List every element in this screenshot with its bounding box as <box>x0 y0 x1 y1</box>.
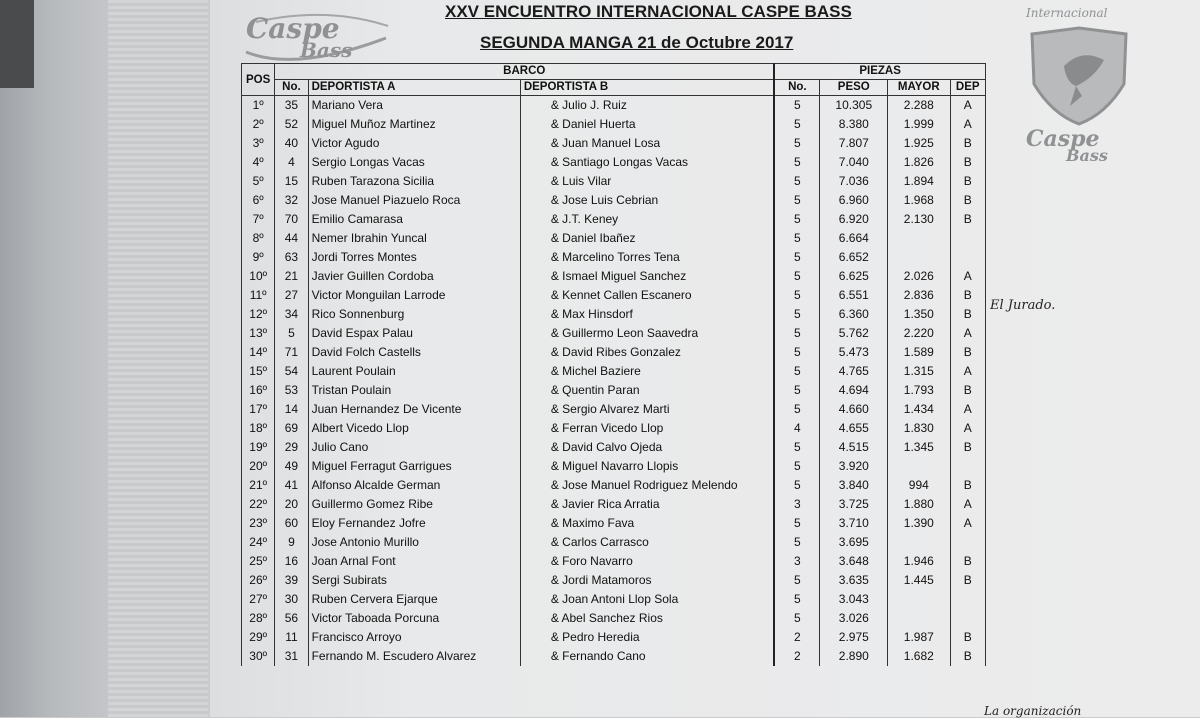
cell-piezas-no: 3 <box>774 495 820 514</box>
cell-peso: 2.975 <box>820 628 888 647</box>
cell-mayor: 1.345 <box>888 438 950 457</box>
cell-deportista-b: & Joan Antoni Llop Sola <box>520 590 774 609</box>
cell-boat-no: 27 <box>275 286 308 305</box>
cell-deportista-b: & Jose Luis Cebrian <box>520 191 774 210</box>
cell-pos: 6º <box>242 191 275 210</box>
cell-boat-no: 54 <box>275 362 308 381</box>
cell-deportista-a: Albert Vicedo Llop <box>308 419 520 438</box>
cell-peso: 5.473 <box>820 343 888 362</box>
cell-pos: 18º <box>242 419 275 438</box>
table-row <box>242 438 986 457</box>
cell-piezas-no: 5 <box>774 362 820 381</box>
page-title: XXV ENCUENTRO INTERNACIONAL CASPE BASS <box>445 2 852 21</box>
cell-dep <box>950 457 985 476</box>
cell-peso: 4.515 <box>820 438 888 457</box>
cell-deportista-b: & David Ribes Gonzalez <box>520 343 774 362</box>
cell-peso: 6.664 <box>820 229 888 248</box>
cell-deportista-a: Tristan Poulain <box>308 381 520 400</box>
cell-piezas-no: 5 <box>774 96 820 116</box>
cell-peso: 6.551 <box>820 286 888 305</box>
cell-piezas-no: 3 <box>774 552 820 571</box>
cell-peso: 6.360 <box>820 305 888 324</box>
cell-deportista-a: Victor Agudo <box>308 134 520 153</box>
cell-deportista-b: & Abel Sanchez Rios <box>520 609 774 628</box>
cell-boat-no: 60 <box>275 514 308 533</box>
cell-deportista-b: & David Calvo Ojeda <box>520 438 774 457</box>
cell-pos: 2º <box>242 115 275 134</box>
cell-peso: 8.380 <box>820 115 888 134</box>
cell-piezas-no: 5 <box>774 438 820 457</box>
table-row <box>242 286 986 305</box>
cell-boat-no: 56 <box>275 609 308 628</box>
cell-dep: B <box>950 571 985 590</box>
cell-piezas-no: 2 <box>774 628 820 647</box>
table-row <box>242 609 986 628</box>
cell-dep <box>950 229 985 248</box>
cell-peso: 3.725 <box>820 495 888 514</box>
cell-dep: B <box>950 134 985 153</box>
cell-deportista-a: Guillermo Gomez Ribe <box>308 495 520 514</box>
cell-deportista-a: Victor Taboada Porcuna <box>308 609 520 628</box>
cell-deportista-a: Javier Guillen Cordoba <box>308 267 520 286</box>
cell-boat-no: 49 <box>275 457 308 476</box>
table-row <box>242 457 986 476</box>
cell-dep <box>950 609 985 628</box>
cell-dep <box>950 533 985 552</box>
table-row <box>242 381 986 400</box>
cell-deportista-b: & Santiago Longas Vacas <box>520 153 774 172</box>
cell-peso: 5.762 <box>820 324 888 343</box>
cell-deportista-b: & Jose Manuel Rodriguez Melendo <box>520 476 774 495</box>
table-row <box>242 476 986 495</box>
tape-strip <box>108 0 208 717</box>
cell-deportista-b: & Fernando Cano <box>520 647 774 666</box>
cell-deportista-b: & Ismael Miguel Sanchez <box>520 267 774 286</box>
table-row <box>242 514 986 533</box>
cell-mayor: 1.682 <box>888 647 950 666</box>
cell-pos: 14º <box>242 343 275 362</box>
cell-deportista-a: Francisco Arroyo <box>308 628 520 647</box>
cell-dep: B <box>950 476 985 495</box>
cell-dep: A <box>950 362 985 381</box>
cell-pos: 29º <box>242 628 275 647</box>
cell-deportista-b: & Kennet Callen Escanero <box>520 286 774 305</box>
table-row <box>242 362 986 381</box>
group-header-barco: BARCO <box>275 64 774 80</box>
cell-mayor: 1.830 <box>888 419 950 438</box>
cell-dep: A <box>950 115 985 134</box>
cell-deportista-b: & Guillermo Leon Saavedra <box>520 324 774 343</box>
cell-piezas-no: 5 <box>774 153 820 172</box>
cell-peso: 4.765 <box>820 362 888 381</box>
cell-deportista-b: & Jordi Matamoros <box>520 571 774 590</box>
cell-dep: A <box>950 495 985 514</box>
cell-deportista-b: & Daniel Huerta <box>520 115 774 134</box>
cell-boat-no: 69 <box>275 419 308 438</box>
col-header-mayor: MAYOR <box>888 80 950 96</box>
cell-boat-no: 34 <box>275 305 308 324</box>
cell-peso: 2.890 <box>820 647 888 666</box>
cell-boat-no: 4 <box>275 153 308 172</box>
cell-piezas-no: 5 <box>774 248 820 267</box>
cell-peso: 3.920 <box>820 457 888 476</box>
cell-deportista-b: & Juan Manuel Losa <box>520 134 774 153</box>
cell-pos: 20º <box>242 457 275 476</box>
table-row <box>242 134 986 153</box>
cell-pos: 27º <box>242 590 275 609</box>
cell-mayor: 2.220 <box>888 324 950 343</box>
cell-deportista-b: & Daniel Ibañez <box>520 229 774 248</box>
cell-piezas-no: 5 <box>774 191 820 210</box>
results-body <box>242 96 986 667</box>
cell-pos: 25º <box>242 552 275 571</box>
cell-peso: 7.036 <box>820 172 888 191</box>
cell-mayor: 1.946 <box>888 552 950 571</box>
table-row <box>242 267 986 286</box>
cell-pos: 19º <box>242 438 275 457</box>
cell-peso: 6.652 <box>820 248 888 267</box>
cell-deportista-a: Jordi Torres Montes <box>308 248 520 267</box>
table-row <box>242 115 986 134</box>
cell-boat-no: 20 <box>275 495 308 514</box>
cell-peso: 3.840 <box>820 476 888 495</box>
table-row <box>242 628 986 647</box>
cell-piezas-no: 5 <box>774 210 820 229</box>
table-row <box>242 400 986 419</box>
cell-boat-no: 16 <box>275 552 308 571</box>
cell-pos: 3º <box>242 134 275 153</box>
cell-piezas-no: 5 <box>774 381 820 400</box>
cell-deportista-b: & Michel Baziere <box>520 362 774 381</box>
table-row <box>242 191 986 210</box>
cell-deportista-a: Jose Antonio Murillo <box>308 533 520 552</box>
table-row <box>242 590 986 609</box>
cell-boat-no: 71 <box>275 343 308 362</box>
cell-mayor <box>888 229 950 248</box>
logo-right-top-text: Internacional <box>1026 6 1108 20</box>
table-row <box>242 305 986 324</box>
cell-mayor: 1.589 <box>888 343 950 362</box>
cell-piezas-no: 5 <box>774 267 820 286</box>
cell-mayor: 1.826 <box>888 153 950 172</box>
cell-dep: B <box>950 305 985 324</box>
cell-dep <box>950 248 985 267</box>
cell-mayor: 2.026 <box>888 267 950 286</box>
cell-pos: 1º <box>242 96 275 116</box>
cell-deportista-a: Emilio Camarasa <box>308 210 520 229</box>
cell-deportista-b: & Luis Vilar <box>520 172 774 191</box>
cell-mayor: 2.130 <box>888 210 950 229</box>
cell-mayor: 1.925 <box>888 134 950 153</box>
cell-piezas-no: 5 <box>774 609 820 628</box>
cell-mayor: 1.880 <box>888 495 950 514</box>
col-header-dep: DEP <box>950 80 985 96</box>
cell-pos: 4º <box>242 153 275 172</box>
table-row <box>242 172 986 191</box>
cell-dep: A <box>950 267 985 286</box>
cell-peso: 4.660 <box>820 400 888 419</box>
cell-pos: 16º <box>242 381 275 400</box>
cell-piezas-no: 5 <box>774 400 820 419</box>
cell-boat-no: 5 <box>275 324 308 343</box>
col-header-peso: PESO <box>820 80 888 96</box>
cell-pos: 11º <box>242 286 275 305</box>
cell-piezas-no: 5 <box>774 514 820 533</box>
cell-deportista-b: & Maximo Fava <box>520 514 774 533</box>
cell-deportista-a: Fernando M. Escudero Alvarez <box>308 647 520 666</box>
cell-piezas-no: 5 <box>774 457 820 476</box>
cell-boat-no: 35 <box>275 96 308 116</box>
cell-piezas-no: 5 <box>774 571 820 590</box>
cell-deportista-a: Juan Hernandez De Vicente <box>308 400 520 419</box>
table-row <box>242 96 986 116</box>
table-row <box>242 495 986 514</box>
col-header-pos: POS <box>242 64 275 96</box>
cell-dep: A <box>950 514 985 533</box>
cell-dep: B <box>950 647 985 666</box>
cell-dep: B <box>950 438 985 457</box>
cell-peso: 7.807 <box>820 134 888 153</box>
cell-peso: 7.040 <box>820 153 888 172</box>
table-header-group-row <box>242 64 986 80</box>
cell-dep: B <box>950 153 985 172</box>
cell-deportista-b: & Carlos Carrasco <box>520 533 774 552</box>
cell-deportista-b: & Julio J. Ruiz <box>520 96 774 116</box>
col-header-deportista-a: DEPORTISTA A <box>308 80 520 96</box>
cell-pos: 28º <box>242 609 275 628</box>
cell-piezas-no: 5 <box>774 172 820 191</box>
cell-boat-no: 39 <box>275 571 308 590</box>
cell-dep: B <box>950 381 985 400</box>
cell-peso: 6.920 <box>820 210 888 229</box>
cell-pos: 8º <box>242 229 275 248</box>
table-row <box>242 343 986 362</box>
table-row <box>242 229 986 248</box>
cell-piezas-no: 5 <box>774 533 820 552</box>
cell-mayor: 2.836 <box>888 286 950 305</box>
cell-dep: B <box>950 286 985 305</box>
cell-piezas-no: 5 <box>774 134 820 153</box>
cell-mayor <box>888 533 950 552</box>
cell-boat-no: 52 <box>275 115 308 134</box>
cell-piezas-no: 5 <box>774 324 820 343</box>
cell-deportista-a: Rico Sonnenburg <box>308 305 520 324</box>
cell-mayor <box>888 590 950 609</box>
cell-boat-no: 40 <box>275 134 308 153</box>
cell-pos: 24º <box>242 533 275 552</box>
group-header-piezas: PIEZAS <box>774 64 985 80</box>
cell-mayor <box>888 457 950 476</box>
cell-peso: 6.960 <box>820 191 888 210</box>
cell-piezas-no: 5 <box>774 229 820 248</box>
cell-deportista-b: & Ferran Vicedo Llop <box>520 419 774 438</box>
cell-mayor: 1.999 <box>888 115 950 134</box>
cell-peso: 3.635 <box>820 571 888 590</box>
cell-boat-no: 21 <box>275 267 308 286</box>
cell-piezas-no: 5 <box>774 590 820 609</box>
cell-pos: 30º <box>242 647 275 666</box>
cell-deportista-a: Ruben Tarazona Sicilia <box>308 172 520 191</box>
cell-peso: 3.026 <box>820 609 888 628</box>
cell-piezas-no: 5 <box>774 305 820 324</box>
cell-peso: 3.695 <box>820 533 888 552</box>
cell-pos: 22º <box>242 495 275 514</box>
cell-deportista-a: Eloy Fernandez Jofre <box>308 514 520 533</box>
cell-boat-no: 63 <box>275 248 308 267</box>
results-table <box>241 63 986 666</box>
col-header-deportista-b: DEPORTISTA B <box>520 80 774 96</box>
table-row <box>242 153 986 172</box>
cell-deportista-b: & Sergio Alvarez Marti <box>520 400 774 419</box>
cell-mayor <box>888 248 950 267</box>
cell-dep: B <box>950 343 985 362</box>
cell-deportista-b: & Pedro Heredia <box>520 628 774 647</box>
cell-dep <box>950 590 985 609</box>
cell-deportista-a: Mariano Vera <box>308 96 520 116</box>
cell-deportista-a: Sergi Subirats <box>308 571 520 590</box>
table-row <box>242 647 986 666</box>
cell-mayor: 1.390 <box>888 514 950 533</box>
cell-deportista-b: & Quentin Paran <box>520 381 774 400</box>
cell-boat-no: 29 <box>275 438 308 457</box>
cell-peso: 3.043 <box>820 590 888 609</box>
cell-peso: 6.625 <box>820 267 888 286</box>
cell-dep: B <box>950 210 985 229</box>
cell-piezas-no: 5 <box>774 286 820 305</box>
cell-deportista-b: & Max Hinsdorf <box>520 305 774 324</box>
cell-deportista-b: & J.T. Keney <box>520 210 774 229</box>
table-row <box>242 324 986 343</box>
logo-right-word1: Caspe <box>1026 126 1100 152</box>
cell-boat-no: 30 <box>275 590 308 609</box>
cell-deportista-a: Julio Cano <box>308 438 520 457</box>
col-header-no: No. <box>275 80 308 96</box>
cell-piezas-no: 2 <box>774 647 820 666</box>
cell-deportista-a: Alfonso Alcalde German <box>308 476 520 495</box>
cell-peso: 4.655 <box>820 419 888 438</box>
cell-boat-no: 32 <box>275 191 308 210</box>
cell-mayor: 1.445 <box>888 571 950 590</box>
cell-piezas-no: 4 <box>774 419 820 438</box>
cell-piezas-no: 5 <box>774 115 820 134</box>
cell-dep: A <box>950 419 985 438</box>
cell-boat-no: 53 <box>275 381 308 400</box>
cell-deportista-a: Joan Arnal Font <box>308 552 520 571</box>
cell-deportista-a: David Espax Palau <box>308 324 520 343</box>
cell-deportista-b: & Miguel Navarro Llopis <box>520 457 774 476</box>
cell-dep: B <box>950 628 985 647</box>
cell-dep: A <box>950 400 985 419</box>
table-row <box>242 571 986 590</box>
shield-fish-icon <box>1024 26 1134 126</box>
cell-pos: 13º <box>242 324 275 343</box>
cell-peso: 3.648 <box>820 552 888 571</box>
cell-deportista-a: Miguel Ferragut Garrigues <box>308 457 520 476</box>
cell-pos: 17º <box>242 400 275 419</box>
cell-pos: 12º <box>242 305 275 324</box>
table-row <box>242 210 986 229</box>
cell-boat-no: 44 <box>275 229 308 248</box>
cell-peso: 4.694 <box>820 381 888 400</box>
cell-boat-no: 41 <box>275 476 308 495</box>
cell-deportista-a: David Folch Castells <box>308 343 520 362</box>
cell-mayor: 1.987 <box>888 628 950 647</box>
cell-deportista-a: Ruben Cervera Ejarque <box>308 590 520 609</box>
cell-dep: A <box>950 96 985 116</box>
cell-deportista-a: Victor Monguilan Larrode <box>308 286 520 305</box>
table-row <box>242 248 986 267</box>
cell-pos: 7º <box>242 210 275 229</box>
cell-deportista-a: Nemer Ibrahin Yuncal <box>308 229 520 248</box>
cell-piezas-no: 5 <box>774 343 820 362</box>
logo-left-word2: Bass <box>300 38 353 62</box>
cell-boat-no: 15 <box>275 172 308 191</box>
cell-mayor: 1.968 <box>888 191 950 210</box>
cell-deportista-a: Miguel Muñoz Martinez <box>308 115 520 134</box>
cell-deportista-b: & Javier Rica Arratia <box>520 495 774 514</box>
cell-piezas-no: 5 <box>774 476 820 495</box>
cell-pos: 26º <box>242 571 275 590</box>
cell-mayor: 1.350 <box>888 305 950 324</box>
cell-peso: 10.305 <box>820 96 888 116</box>
cell-dep: B <box>950 191 985 210</box>
organizacion-note: La organización <box>984 704 1082 718</box>
table-header-row <box>242 80 986 96</box>
cell-pos: 15º <box>242 362 275 381</box>
cell-pos: 5º <box>242 172 275 191</box>
cell-boat-no: 70 <box>275 210 308 229</box>
cell-deportista-b: & Foro Navarro <box>520 552 774 571</box>
logo-left-word1: Caspe <box>246 12 340 45</box>
table-row <box>242 533 986 552</box>
cell-pos: 21º <box>242 476 275 495</box>
cell-mayor: 1.793 <box>888 381 950 400</box>
cell-mayor: 1.894 <box>888 172 950 191</box>
cell-boat-no: 11 <box>275 628 308 647</box>
col-header-piezas-no: No. <box>774 80 820 96</box>
cell-mayor <box>888 609 950 628</box>
cell-deportista-a: Sergio Longas Vacas <box>308 153 520 172</box>
cell-dep: B <box>950 172 985 191</box>
cell-dep: B <box>950 552 985 571</box>
cell-mayor: 2.288 <box>888 96 950 116</box>
cell-peso: 3.710 <box>820 514 888 533</box>
cell-pos: 10º <box>242 267 275 286</box>
cell-mayor: 1.315 <box>888 362 950 381</box>
cell-boat-no: 9 <box>275 533 308 552</box>
cell-deportista-a: Laurent Poulain <box>308 362 520 381</box>
logo-right-word2: Bass <box>1066 146 1108 165</box>
cell-deportista-b: & Marcelino Torres Tena <box>520 248 774 267</box>
table-row <box>242 552 986 571</box>
cell-pos: 9º <box>242 248 275 267</box>
cell-mayor: 1.434 <box>888 400 950 419</box>
page-subtitle: SEGUNDA MANGA 21 de Octubre 2017 <box>480 33 794 52</box>
dark-corner <box>0 0 34 88</box>
cell-mayor: 994 <box>888 476 950 495</box>
jurado-note: El Jurado. <box>990 298 1056 313</box>
cell-deportista-a: Jose Manuel Piazuelo Roca <box>308 191 520 210</box>
cell-boat-no: 14 <box>275 400 308 419</box>
cell-dep: A <box>950 324 985 343</box>
cell-boat-no: 31 <box>275 647 308 666</box>
cell-pos: 23º <box>242 514 275 533</box>
table-row <box>242 419 986 438</box>
